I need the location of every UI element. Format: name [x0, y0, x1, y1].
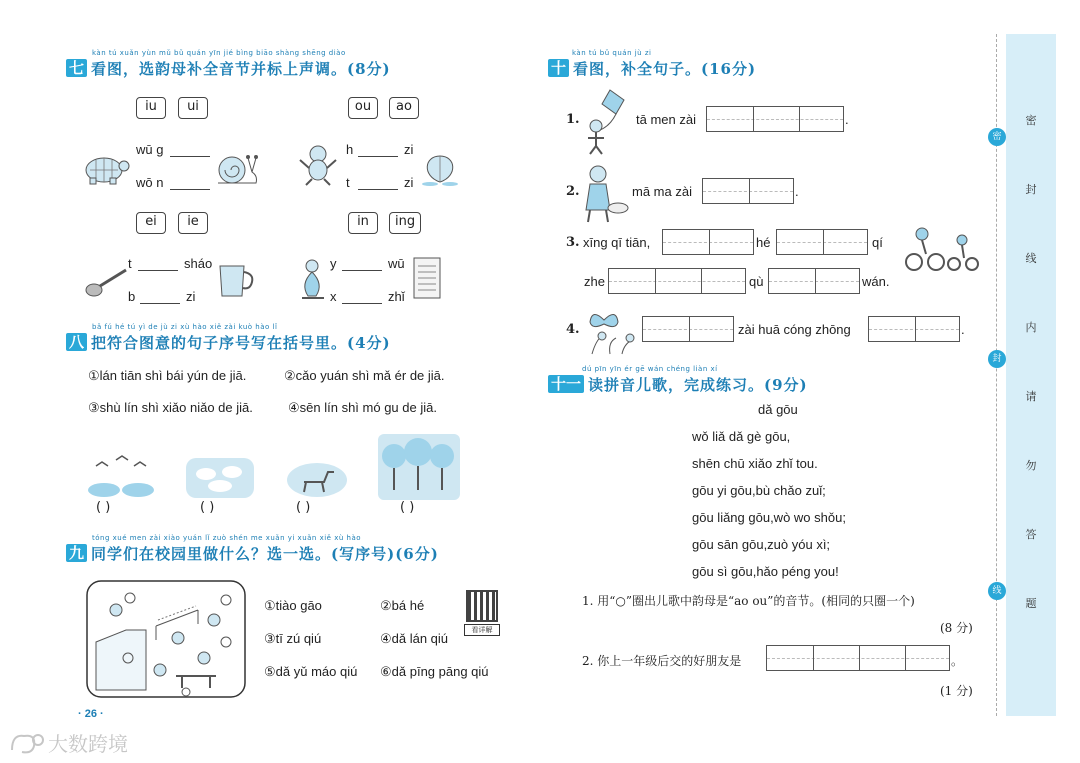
turtle-picture — [82, 148, 132, 188]
butterfly-flowers-picture — [582, 306, 638, 356]
option-6: ⑥dǎ pīng pāng qiú — [380, 664, 489, 679]
seal-circle: 线 — [988, 582, 1006, 600]
writing-grid[interactable] — [766, 645, 950, 671]
sec9-title-text: 同学们在校园里做什么？选一选。(写序号)(6分) — [91, 544, 439, 563]
answer-blank[interactable] — [358, 156, 398, 157]
blank-suffix: zi — [186, 289, 196, 304]
sec7-badge: 七 — [66, 59, 87, 77]
page-number: · 26 · — [78, 708, 104, 720]
writing-grid[interactable] — [662, 229, 754, 255]
option-5: ⑤dǎ yǔ máo qiú — [264, 664, 358, 679]
poem-line: gōu sì gōu,hǎo péng you! — [692, 564, 839, 579]
sec11-title — [548, 372, 808, 396]
blank-prefix: wō n — [136, 175, 164, 190]
sec10-title-text: 看图，补全句子。(16分) — [573, 59, 757, 78]
seal-char: 答 — [1025, 528, 1037, 541]
q1-number: 1. — [566, 112, 580, 127]
seal-char: 封 — [1025, 183, 1037, 196]
sec10-badge: 十 — [548, 59, 569, 77]
blank-suffix: sháo — [184, 256, 213, 271]
q3-number: 3. — [566, 235, 580, 250]
sec7-title — [66, 56, 391, 80]
sec10-pinyin: kàn tú bǔ quán jù zi — [572, 49, 652, 57]
writing-grid[interactable] — [776, 229, 868, 255]
option-box: ao — [389, 97, 419, 119]
clouds-picture — [186, 458, 254, 498]
answer-paren[interactable]: ( ) — [400, 500, 415, 515]
q2-score: (1 分) — [940, 684, 973, 698]
option-box: ing — [389, 212, 421, 234]
q3-text-e: qù — [749, 274, 764, 289]
horse-grassland-picture — [286, 458, 348, 498]
parrot-picture — [296, 258, 330, 302]
option-1: ①tiào gāo — [264, 598, 322, 613]
answer-blank[interactable] — [358, 189, 398, 190]
q2-period: . — [795, 184, 799, 199]
sec7-pinyin: kàn tú xuǎn yùn mǔ bǔ quán yīn jié bìng biāo shàng shēng diào — [92, 49, 346, 57]
watermark — [8, 728, 128, 757]
q2-text: mā ma zài — [632, 184, 692, 199]
watermark-text: 大数跨境 — [48, 732, 128, 756]
peach-picture — [418, 146, 462, 186]
sentence-3: ③shù lín shì xiǎo niǎo de jiā. — [88, 400, 253, 415]
blank-prefix: y — [330, 256, 337, 271]
q4-text: zài huā cóng zhōng — [738, 322, 851, 337]
seal-circle: 密 — [988, 128, 1006, 146]
poem-line: wǒ liǎ dǎ gè gōu, — [692, 429, 791, 444]
sec8-title-text: 把符合图意的句子序号写在括号里。(4分) — [91, 333, 391, 352]
poem-line: gōu yi gōu,bù chǎo zuǐ; — [692, 483, 826, 498]
sentence-2: ②cǎo yuán shì mǎ ér de jiā. — [284, 368, 445, 383]
sec8-badge: 八 — [66, 333, 87, 351]
q2-number: 2. — [566, 184, 580, 199]
blank-suffix: zi — [404, 175, 414, 190]
snail-picture — [214, 150, 260, 188]
q1-period: . — [845, 112, 849, 127]
sec11-badge: 十一 — [548, 375, 584, 393]
blank-suffix: zhǐ — [388, 289, 405, 304]
blank-prefix: wū g — [136, 142, 164, 157]
sec11-title-text: 读拼音儿歌，完成练习。(9分) — [588, 375, 808, 394]
schoolyard-picture — [86, 580, 246, 698]
option-box: iu — [136, 97, 166, 119]
blank-prefix: b — [128, 289, 136, 304]
answer-blank[interactable] — [342, 270, 382, 271]
blank-prefix: x — [330, 289, 337, 304]
answer-paren[interactable]: ( ) — [200, 500, 215, 515]
option-4: ④dǎ lán qiú — [380, 631, 449, 646]
sec9-pinyin: tóng xué men zài xiào yuán lǐ zuò shén me xuǎn yi xuǎn xiě xù hào — [92, 534, 362, 542]
answer-blank[interactable] — [140, 303, 180, 304]
option-box: ui — [178, 97, 208, 119]
option-box: in — [348, 212, 378, 234]
spoon-picture — [84, 266, 128, 300]
seal-char: 请 — [1025, 390, 1037, 403]
seal-char: 内 — [1025, 321, 1037, 334]
q4-period: . — [961, 322, 965, 337]
sentence-1: ①lán tiān shì bái yún de jiā. — [88, 368, 247, 383]
writing-grid[interactable] — [608, 268, 746, 294]
answer-blank[interactable] — [170, 189, 210, 190]
poem-line: gōu liǎng gōu,wò wo shǒu; — [692, 510, 846, 525]
writing-grid[interactable] — [642, 316, 734, 342]
blank-suffix: wū — [388, 256, 405, 271]
option-3: ③tī zú qiú — [264, 631, 322, 646]
option-box: ou — [348, 97, 378, 119]
blank-prefix: t — [346, 175, 350, 190]
monkey-picture — [296, 142, 340, 186]
sec8-pinyin: bǎ fú hé tú yì de jù zi xù hào xiě zài kuò hào lǐ — [92, 323, 278, 331]
option-box: ei — [136, 212, 166, 234]
paper-picture — [410, 254, 446, 302]
sec11-pinyin: dú pīn yīn ér gē wán chéng liàn xí — [582, 365, 718, 373]
answer-paren[interactable]: ( ) — [96, 500, 111, 515]
sec10-title — [548, 56, 756, 80]
sec11-question-2: 2. 你上一年级后交的好朋友是 — [582, 654, 742, 668]
q3-text-d: zhe — [584, 274, 605, 289]
seal-circle: 封 — [988, 350, 1006, 368]
qr-code-icon[interactable] — [466, 590, 498, 622]
q2-end-mark: 。 — [951, 654, 964, 668]
sec11-question-1: 1. 用“○”圈出儿歌中韵母是“ao ou”的音节。(相同的只圈一个) — [582, 594, 915, 608]
blank-prefix: t — [128, 256, 132, 271]
sentence-4: ④sēn lín shì mó gu de jiā. — [288, 400, 437, 415]
poem-line: shēn chū xiǎo zhǐ tou. — [692, 456, 818, 471]
answer-blank[interactable] — [342, 303, 382, 304]
sec8-title — [66, 330, 391, 354]
poem-line: gōu sān gōu,zuò yóu xì; — [692, 537, 831, 552]
forest-picture — [378, 434, 460, 500]
mom-cooking-picture — [580, 162, 630, 224]
seal-strip — [1006, 34, 1056, 716]
sec9-badge: 九 — [66, 544, 87, 562]
sec9-title — [66, 541, 439, 565]
q1-score: (8 分) — [940, 621, 973, 635]
answer-blank[interactable] — [170, 156, 210, 157]
q4-number: 4. — [566, 322, 580, 337]
writing-grid[interactable] — [768, 268, 860, 294]
q3-text-f: wán. — [862, 274, 890, 289]
seal-char: 题 — [1025, 597, 1037, 610]
option-2: ②bá hé — [380, 598, 425, 613]
birds-sky-picture — [84, 452, 156, 498]
watermark-logo-icon — [8, 730, 48, 756]
q1-text: tā men zài — [636, 112, 696, 127]
family-cycling-picture — [902, 224, 980, 272]
cup-picture — [216, 262, 256, 300]
seal-char: 密 — [1025, 114, 1037, 127]
q3-text-a: xīng qī tiān, — [583, 235, 651, 250]
answer-paren[interactable]: ( ) — [296, 500, 311, 515]
blank-suffix: zi — [404, 142, 414, 157]
poem-title: dǎ gōu — [758, 402, 798, 417]
q3-text-b: hé — [756, 235, 771, 250]
kids-kite-picture — [580, 86, 632, 156]
blank-prefix: h — [346, 142, 354, 157]
writing-grid[interactable] — [706, 106, 844, 132]
q3-text-c: qí — [872, 235, 883, 250]
seal-char: 勿 — [1025, 459, 1037, 472]
writing-grid[interactable] — [868, 316, 960, 342]
writing-grid[interactable] — [702, 178, 794, 204]
option-box: ie — [178, 212, 208, 234]
seal-char: 线 — [1025, 252, 1037, 265]
qr-label: 看详解 — [464, 624, 500, 636]
sec7-title-text: 看图，选韵母补全音节并标上声调。(8分) — [91, 59, 391, 78]
answer-blank[interactable] — [138, 270, 178, 271]
